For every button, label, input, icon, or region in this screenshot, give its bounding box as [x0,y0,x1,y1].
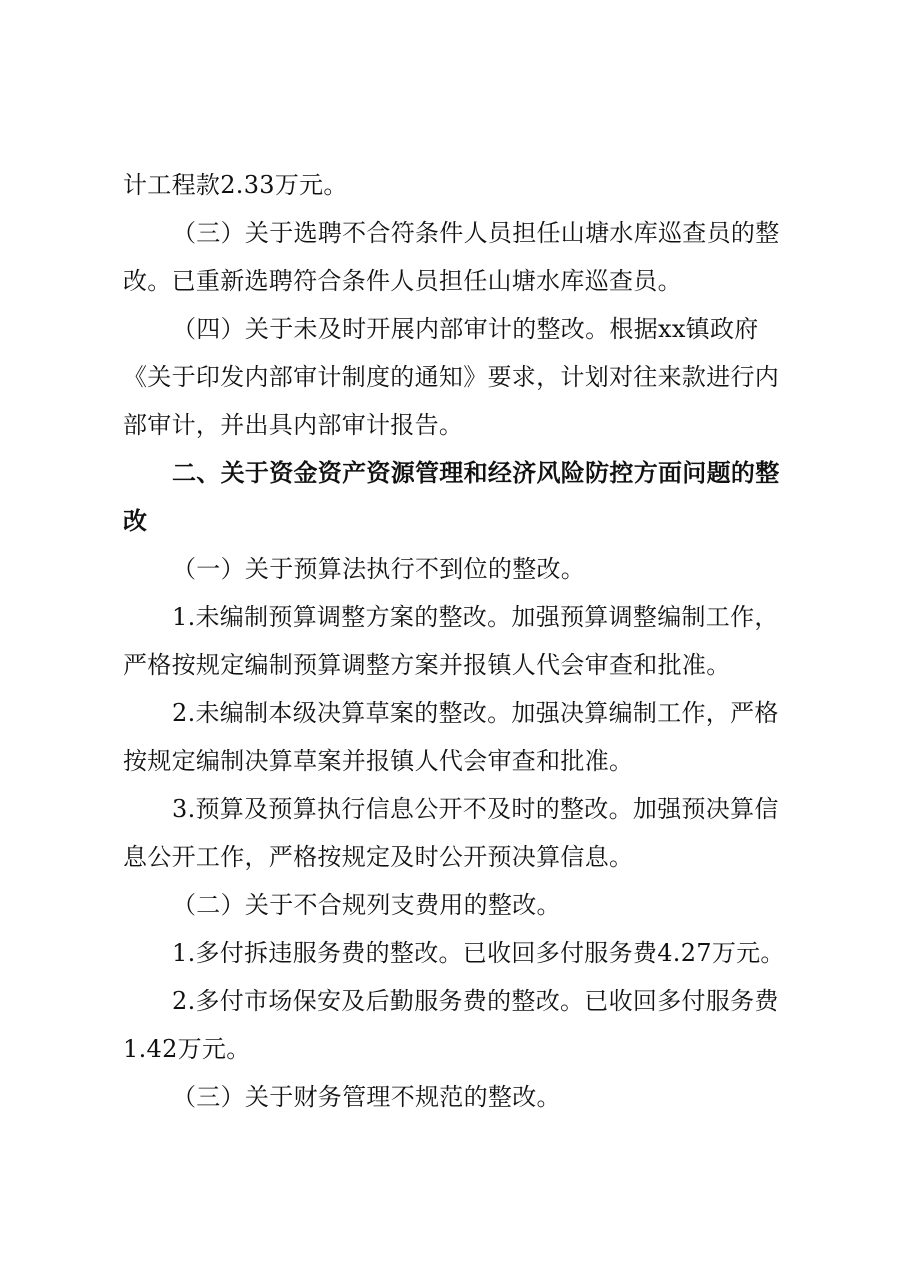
text-line: 按规定编制决算草案并报镇人代会审查和批准。 [123,747,634,775]
subsection-3-title: （三）关于财务管理不规范的整改。 [172,1083,561,1111]
item-1: 1.未编制预算调整方案的整改。加强预算调整编制工作， [172,603,779,631]
text-line: 改。已重新选聘符合条件人员担任山塘水库巡查员。 [123,267,682,295]
item-3: 3.预算及预算执行信息公开不及时的整改。加强预决算信 [172,795,779,823]
subsection-2-title: （二）关于不合规列支费用的整改。 [172,891,561,919]
text-line: 《关于印发内部审计制度的通知》要求，计划对往来款进行内 [123,363,780,391]
text-line: 严格按规定编制预算调整方案并报镇人代会审查和批准。 [123,651,731,679]
text-line: 息公开工作，严格按规定及时公开预决算信息。 [123,843,634,871]
section-3-title: （三）关于选聘不合符条件人员担任山塘水库巡查员的整 [172,219,780,247]
subsection-1-title: （一）关于预算法执行不到位的整改。 [172,555,586,583]
item-1: 1.多付拆违服务费的整改。已收回多付服务费4.27万元。 [172,939,785,967]
section-4-title: （四）关于未及时开展内部审计的整改。根据xx镇政府 [172,315,759,343]
text-line: 1.42万元。 [123,1035,251,1063]
chapter-heading-cont: 改 [123,507,148,535]
text-line: 计工程款2.33万元。 [123,171,348,199]
item-2: 2.多付市场保安及后勤服务费的整改。已收回多付服务费 [172,987,779,1015]
item-2: 2.未编制本级决算草案的整改。加强决算编制工作，严格 [172,699,779,727]
chapter-heading: 二、关于资金资产资源管理和经济风险防控方面问题的整 [172,459,780,487]
text-line: 部审计，并出具内部审计报告。 [123,411,464,439]
